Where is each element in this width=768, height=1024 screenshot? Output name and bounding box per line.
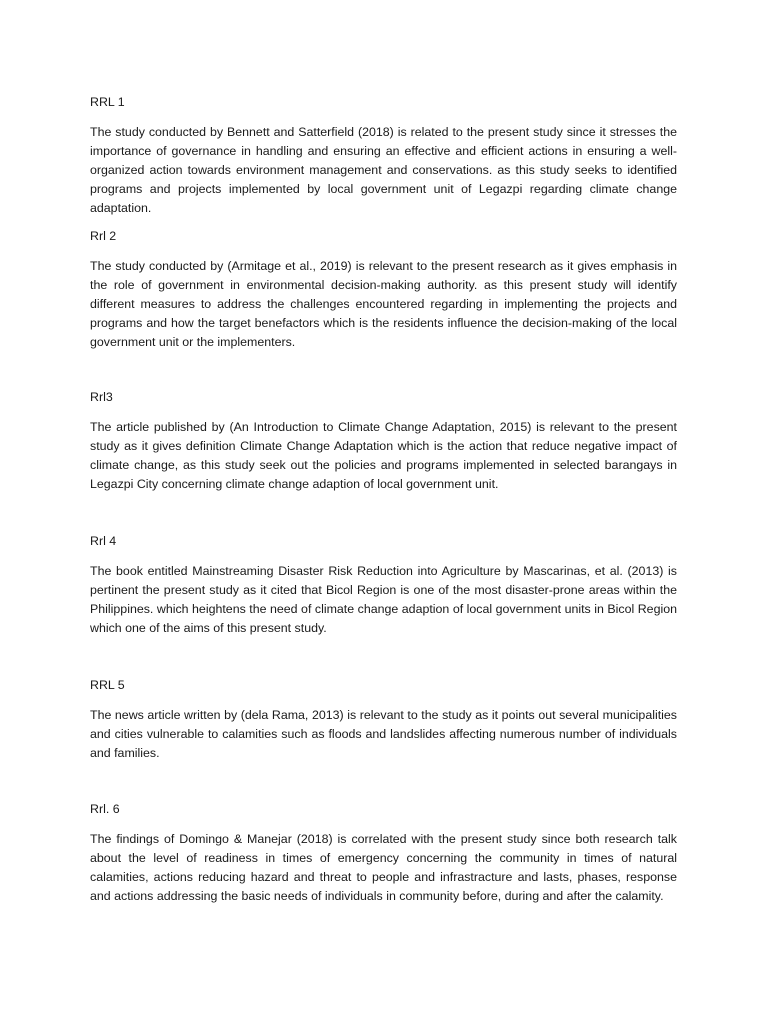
section-heading: RRL 1 <box>90 95 125 109</box>
rrl-section-4 <box>90 532 677 638</box>
section-heading: Rrl 4 <box>90 534 117 548</box>
section-heading: RRL 5 <box>90 678 125 692</box>
rrl-section-2 <box>90 227 677 352</box>
section-heading: Rrl 2 <box>90 229 117 243</box>
rrl-section-5 <box>90 676 677 763</box>
section-paragraph: The book entitled Mainstreaming Disaster Risk Reduction into Agriculture by Mascarinas, et al. (2013) is pertinent the present study as it cited that Bicol Region is one of the most disaster-prone areas within the Philippines. which heightens the need of climate change adaption of local government units in Bicol Region which one of the aims of this present study. <box>90 564 677 635</box>
section-heading: Rrl. 6 <box>90 802 120 816</box>
section-paragraph: The study conducted by Bennett and Satterfield (2018) is related to the present study since it stresses the importance of governance in handling and ensuring an effective and efficient actions in ensuring a well-organized action towards environment management and conservations. as this study seeks to identified programs and projects implemented by local government unit of Legazpi regarding climate change adaptation. <box>90 125 677 215</box>
section-paragraph: The article published by (An Introduction to Climate Change Adaptation, 2015) is relevant to the present study as it gives definition Climate Change Adaptation which is the action that reduce negative impact of climate change, as this study seek out the policies and programs implemented in selected barangays in Legazpi City concerning climate change adaption of local government unit. <box>90 420 677 491</box>
rrl-section-1 <box>90 93 677 218</box>
section-paragraph: The news article written by (dela Rama, 2013) is relevant to the study as it points out several municipalities and cities vulnerable to calamities such as floods and landslides affecting numerous number of individuals and families. <box>90 708 677 760</box>
rrl-section-3 <box>90 388 677 494</box>
section-paragraph: The study conducted by (Armitage et al., 2019) is relevant to the present research as it gives emphasis in the role of government in environmental decision-making authority. as this present study will identify different measures to address the challenges encountered regarding in implementing the projects and programs and how the target benefactors which is the residents influence the decision-making of the local government unit or the implementers. <box>90 259 677 349</box>
section-paragraph: The findings of Domingo & Manejar (2018) is correlated with the present study since both research talk about the level of readiness in times of emergency concerning the community in times of natural calamities, actions reducing hazard and threat to people and infrastracture and lasts, phases, response and actions addressing the basic needs of individuals in community before, during and after the calamity. <box>90 832 677 903</box>
section-heading: Rrl3 <box>90 390 113 404</box>
rrl-section-6 <box>90 800 677 906</box>
